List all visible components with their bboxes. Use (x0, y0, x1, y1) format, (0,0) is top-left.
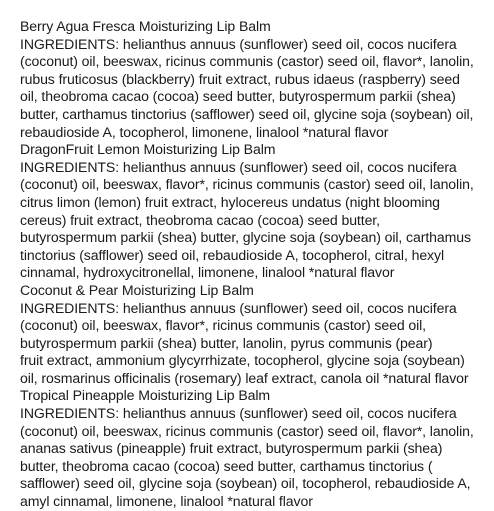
ingredients-line: cereus) fruit extract, theobroma cacao (cocoa) seed butter, (20, 211, 380, 228)
product-title: DragonFruit Lemon Moisturizing Lip Balm (20, 141, 276, 158)
ingredients-line: (coconut) oil, beeswax, flavor*, ricinus communis (castor) seed oil, lanolin, (20, 176, 474, 193)
ingredients-line: amyl cinnamal, limonene, linalool *natural flavor (20, 493, 313, 510)
ingredients-line: oil, theobroma cacao (cocoa) seed butter, butyrospermum parkii (shea) (20, 88, 456, 105)
product-tropical-pineapple (20, 387, 488, 510)
ingredients-line: INGREDIENTS: helianthus annuus (sunflower) seed oil, cocos nucifera (20, 299, 457, 316)
product-title: Coconut & Pear Moisturizing Lip Balm (20, 281, 254, 298)
ingredients-line: cinnamal, hydroxycitronellal, limonene, linalool *natural flavor (20, 264, 395, 281)
ingredients-line: INGREDIENTS: helianthus annuus (sunflower) seed oil, cocos nucifera (20, 405, 457, 422)
ingredients-line: tinctorius (safflower) seed oil, rebaudioside A, tocopherol, citral, hexyl (20, 246, 444, 263)
product-title: Berry Agua Fresca Moisturizing Lip Balm (20, 18, 271, 34)
ingredients-line: safflower) seed oil, glycine soja (soybean) oil, tocopherol, rebaudioside A, (20, 475, 471, 492)
ingredients-document (20, 18, 488, 511)
ingredients-line: (coconut) oil, beeswax, flavor*, ricinus communis (castor) seed oil, (20, 317, 426, 334)
ingredients-line: butter, carthamus tinctorius (safflower) seed oil, glycine soja (soybean) oil, (20, 105, 474, 122)
ingredients-line: (coconut) oil, beeswax, ricinus communis (castor) seed oil, flavor*, lanolin, (20, 53, 474, 70)
product-title: Tropical Pineapple Moisturizing Lip Balm (20, 387, 271, 404)
product-dragonfruit-lemon (20, 141, 488, 282)
ingredients-line: oil, rosmarinus officinalis (rosemary) leaf extract, canola oil *natural flavor (20, 369, 469, 386)
ingredients-line: INGREDIENTS: helianthus annuus (sunflower) seed oil, cocos nucifera (20, 158, 457, 175)
ingredients-line: citrus limon (lemon) fruit extract, hylocereus undatus (night blooming (20, 193, 440, 210)
product-berry-agua-fresca (20, 18, 488, 141)
ingredients-line: butyrospermum parkii (shea) butter, glycine soja (soybean) oil, carthamus (20, 229, 471, 246)
ingredients-line: fruit extract, ammonium glycyrrhizate, tocopherol, glycine soja (soybean) (20, 352, 465, 369)
product-coconut-pear (20, 282, 488, 388)
ingredients-line: rebaudioside A, tocopherol, limonene, linalool *natural flavor (20, 123, 389, 140)
ingredients-line: rubus fruticosus (blackberry) fruit extract, rubus idaeus (raspberry) seed (20, 70, 460, 87)
ingredients-line: (coconut) oil, beeswax, ricinus communis (castor) seed oil, flavor*, lanolin, (20, 422, 474, 439)
ingredients-line: ananas sativus (pineapple) fruit extract, butyrospermum parkii (shea) (20, 440, 443, 457)
ingredients-line: INGREDIENTS: helianthus annuus (sunflower) seed oil, cocos nucifera (20, 35, 457, 52)
ingredients-line: butter, theobroma cacao (cocoa) seed butter, carthamus tinctorius ( (20, 457, 433, 474)
ingredients-line: butyrospermum parkii (shea) butter, lanolin, pyrus communis (pear) (20, 334, 433, 351)
